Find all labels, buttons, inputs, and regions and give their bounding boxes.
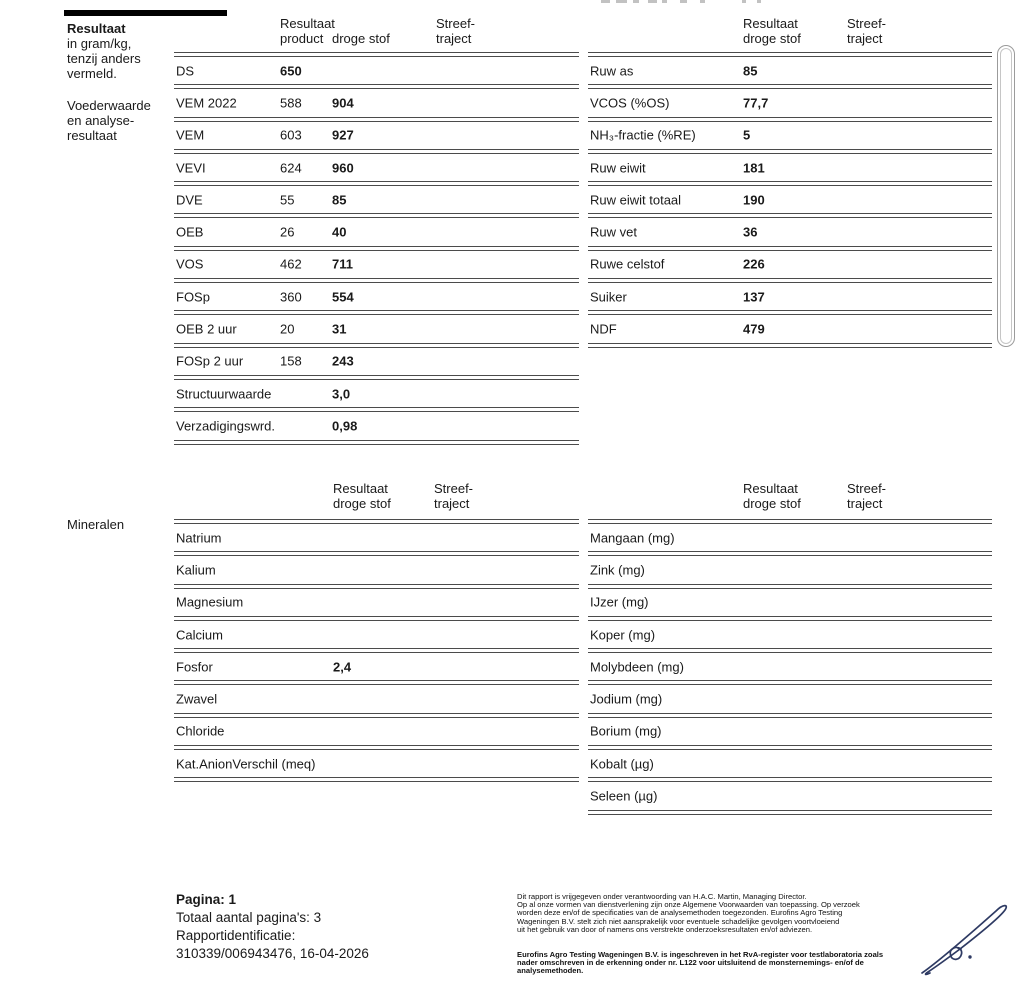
table-row <box>174 251 579 278</box>
row-label: Ruw as <box>590 63 634 79</box>
row-label: VEM <box>176 127 205 143</box>
col-streef: Streef- <box>436 16 476 31</box>
table-row <box>588 251 992 278</box>
col-resultaat: Resultaat <box>743 481 798 496</box>
row-value-product: 55 <box>280 192 295 208</box>
row-value-droge-stof: 479 <box>743 321 765 337</box>
table-row <box>174 718 579 745</box>
row-label: Chloride <box>176 723 225 739</box>
table-row <box>588 89 992 116</box>
col-streef: Streef- <box>847 16 887 31</box>
row-value-product: 20 <box>280 321 295 337</box>
row-label: NH₃-fractie (%RE) <box>590 127 696 143</box>
row-label: OEB 2 uur <box>176 321 237 337</box>
row-value-product: 588 <box>280 95 302 111</box>
disclaimer-line: worden deze en/of de specificaties van de analysemethoden toegezonden. Eurofins Agro Testing <box>517 908 843 918</box>
col-product: product <box>280 31 324 46</box>
row-value-droge-stof: 137 <box>743 289 765 305</box>
col-streef: traject <box>434 496 470 511</box>
table-row <box>174 750 579 777</box>
row-label: OEB <box>176 224 204 240</box>
minerals-table-right <box>588 519 992 815</box>
text-remnant <box>616 0 627 3</box>
table-row <box>174 186 579 213</box>
disclaimer-line: Op al onze vormen van dienstverlening zijn onze Algemene Voorwaarden van toepassing. Op verzoek <box>517 900 860 910</box>
row-label: VCOS (%OS) <box>590 95 670 111</box>
row-label: Ruw eiwit totaal <box>590 192 682 208</box>
row-value-droge-stof: 904 <box>332 95 354 111</box>
table-row <box>588 218 992 245</box>
table-row <box>174 57 579 84</box>
table-row <box>174 348 579 375</box>
col-streef: traject <box>847 496 883 511</box>
row-label: Kobalt (µg) <box>590 756 654 772</box>
table-row <box>588 589 992 616</box>
row-label: IJzer (mg) <box>590 594 649 610</box>
section-label-minerals: Mineralen <box>67 517 125 532</box>
col-resultaat: Resultaat <box>333 481 388 496</box>
row-value-product: 603 <box>280 127 302 143</box>
row-label: Ruwe celstof <box>590 256 665 272</box>
row-value-droge-stof: 5 <box>743 127 751 143</box>
table-rule <box>588 810 992 815</box>
table-row <box>588 283 992 310</box>
row-label: Ruw eiwit <box>590 160 646 176</box>
row-value-droge-stof: 243 <box>332 353 354 369</box>
disclaimer-text <box>517 893 917 934</box>
units-note-title: Resultaat <box>67 21 126 36</box>
row-value-product: 650 <box>280 63 302 79</box>
table-row <box>588 621 992 648</box>
scrollbar-thumb[interactable] <box>997 45 1015 347</box>
units-note-line: tenzij anders <box>67 51 141 66</box>
text-remnant <box>700 0 705 3</box>
row-label: Zwavel <box>176 691 218 707</box>
feed-values-table-left <box>174 52 579 445</box>
table-row <box>174 315 579 342</box>
row-label: Seleen (µg) <box>590 788 658 804</box>
table-row <box>174 653 579 680</box>
table-row <box>588 315 992 342</box>
scrollbar-thumb-inner <box>1000 48 1012 344</box>
col-droge-stof: droge stof <box>333 496 391 511</box>
table-row <box>174 621 579 648</box>
row-value-droge-stof: 0,98 <box>332 418 358 434</box>
row-value-droge-stof: 960 <box>332 160 354 176</box>
table-row <box>174 556 579 583</box>
row-label: VEVI <box>176 160 206 176</box>
row-label: VEM 2022 <box>176 95 237 111</box>
row-value-droge-stof: 85 <box>743 63 758 79</box>
row-label: Molybdeen (mg) <box>590 659 684 675</box>
text-remnant <box>680 0 687 3</box>
row-label: VOS <box>176 256 204 272</box>
row-value-droge-stof: 85 <box>332 192 347 208</box>
accreditation-text <box>517 951 917 976</box>
units-note <box>67 21 177 81</box>
row-value-droge-stof: 3,0 <box>332 386 351 402</box>
row-value-droge-stof: 31 <box>332 321 347 337</box>
row-value-droge-stof: 711 <box>332 256 353 272</box>
row-value-droge-stof: 554 <box>332 289 354 305</box>
row-label: Verzadigingswrd. <box>176 418 275 434</box>
row-value-droge-stof: 36 <box>743 224 758 240</box>
table-row <box>588 685 992 712</box>
col-streef: Streef- <box>434 481 474 496</box>
table-row <box>588 718 992 745</box>
row-label: Ruw vet <box>590 224 637 240</box>
col-streef: traject <box>847 31 883 46</box>
row-value-product: 462 <box>280 256 302 272</box>
row-label: DVE <box>176 192 203 208</box>
table-row <box>588 57 992 84</box>
row-label: Koper (mg) <box>590 627 656 643</box>
row-label: Calcium <box>176 627 223 643</box>
row-value-droge-stof: 40 <box>332 224 347 240</box>
row-value-droge-stof: 927 <box>332 127 354 143</box>
col-droge-stof: droge stof <box>332 31 390 46</box>
row-label: Kalium <box>176 562 216 578</box>
text-remnant <box>601 0 610 3</box>
row-value-product: 360 <box>280 289 302 305</box>
table-row <box>588 782 992 809</box>
disclaimer-line: Dit rapport is vrijgegeven onder verantwoording van H.A.C. Martin, Managing Director. <box>517 892 807 901</box>
row-label: Fosfor <box>176 659 213 675</box>
table-row <box>588 556 992 583</box>
section-heading-rule <box>64 10 227 16</box>
row-value-droge-stof: 77,7 <box>743 95 769 111</box>
row-label: FOSp 2 uur <box>176 353 244 369</box>
page-number: Pagina: 1 <box>176 892 237 907</box>
report-id-label: Rapportidentificatie: <box>176 928 296 943</box>
row-label: NDF <box>590 321 617 337</box>
table-row <box>588 154 992 181</box>
table-row <box>588 750 992 777</box>
row-value-droge-stof: 2,4 <box>333 659 352 675</box>
text-remnant <box>662 0 667 3</box>
table-row <box>174 685 579 712</box>
text-remnant <box>757 0 761 3</box>
row-value-product: 158 <box>280 353 302 369</box>
signature <box>912 893 1017 978</box>
row-label: Suiker <box>590 289 627 305</box>
disclaimer-line: Wageningen B.V. stelt zich niet aansprakelijk voor eventuele schadelijke gevolgen voortvloeiend <box>517 916 840 926</box>
signature-dot <box>968 955 971 958</box>
table-row <box>174 524 579 551</box>
row-label: DS <box>176 63 195 79</box>
section-label-feed: Voederwaarde en analyse- resultaat <box>67 98 151 143</box>
disclaimer-line: uit het gebruik van door of namens ons verstrekte onderzoeksresultaten en/of adviezen. <box>517 924 813 934</box>
col-droge-stof: droge stof <box>743 31 801 46</box>
table-row <box>174 412 579 439</box>
units-note-line: vermeld. <box>67 66 117 81</box>
table-row <box>174 122 579 149</box>
row-value-droge-stof: 226 <box>743 256 765 272</box>
col-droge-stof: droge stof <box>743 496 801 511</box>
col-resultaat: Resultaat <box>280 16 335 31</box>
text-remnant <box>742 0 746 3</box>
table-rule <box>174 777 579 782</box>
table-row <box>174 283 579 310</box>
row-label: Zink (mg) <box>590 562 645 578</box>
row-value-droge-stof: 190 <box>743 192 765 208</box>
report-id: 310339/006943476, 16-04-2026 <box>176 946 369 961</box>
table-row <box>174 589 579 616</box>
table-rule <box>588 343 992 348</box>
table-row <box>588 524 992 551</box>
page-info <box>176 891 369 963</box>
row-value-product: 624 <box>280 160 302 176</box>
accreditation-line: analysemethoden. <box>517 966 584 976</box>
col-resultaat: Resultaat <box>743 16 798 31</box>
table-row <box>174 380 579 407</box>
row-value-product: 26 <box>280 224 295 240</box>
accreditation-line: Eurofins Agro Testing Wageningen B.V. is ingeschreven in het RvA-register voor testlaboratoria zoals <box>517 950 884 959</box>
table-row <box>588 186 992 213</box>
table-row <box>588 653 992 680</box>
row-value-droge-stof: 181 <box>743 160 765 176</box>
text-remnant <box>648 0 657 3</box>
table-row <box>174 89 579 116</box>
row-label: Borium (mg) <box>590 723 662 739</box>
total-pages: Totaal aantal pagina's: 3 <box>176 910 322 925</box>
row-label: Structuurwaarde <box>176 386 272 402</box>
minerals-table-left <box>174 519 579 782</box>
row-label: Natrium <box>176 530 222 546</box>
row-label: Mangaan (mg) <box>590 530 675 546</box>
row-label: Kat.AnionVerschil (meq) <box>176 756 316 772</box>
accreditation-line: nader omschreven in de erkenning onder nr. L122 voor uitsluitend de monsternemings- en/of de <box>517 958 864 968</box>
row-label: Jodium (mg) <box>590 691 663 707</box>
text-remnant <box>633 0 639 3</box>
col-streef: traject <box>436 31 472 46</box>
table-rule <box>174 440 579 445</box>
row-label: Magnesium <box>176 594 244 610</box>
table-row <box>174 218 579 245</box>
row-label: FOSp <box>176 289 210 305</box>
feed-values-table-right <box>588 52 992 348</box>
units-note-line: in gram/kg, <box>67 36 132 51</box>
table-row <box>588 122 992 149</box>
table-row <box>174 154 579 181</box>
col-streef: Streef- <box>847 481 887 496</box>
